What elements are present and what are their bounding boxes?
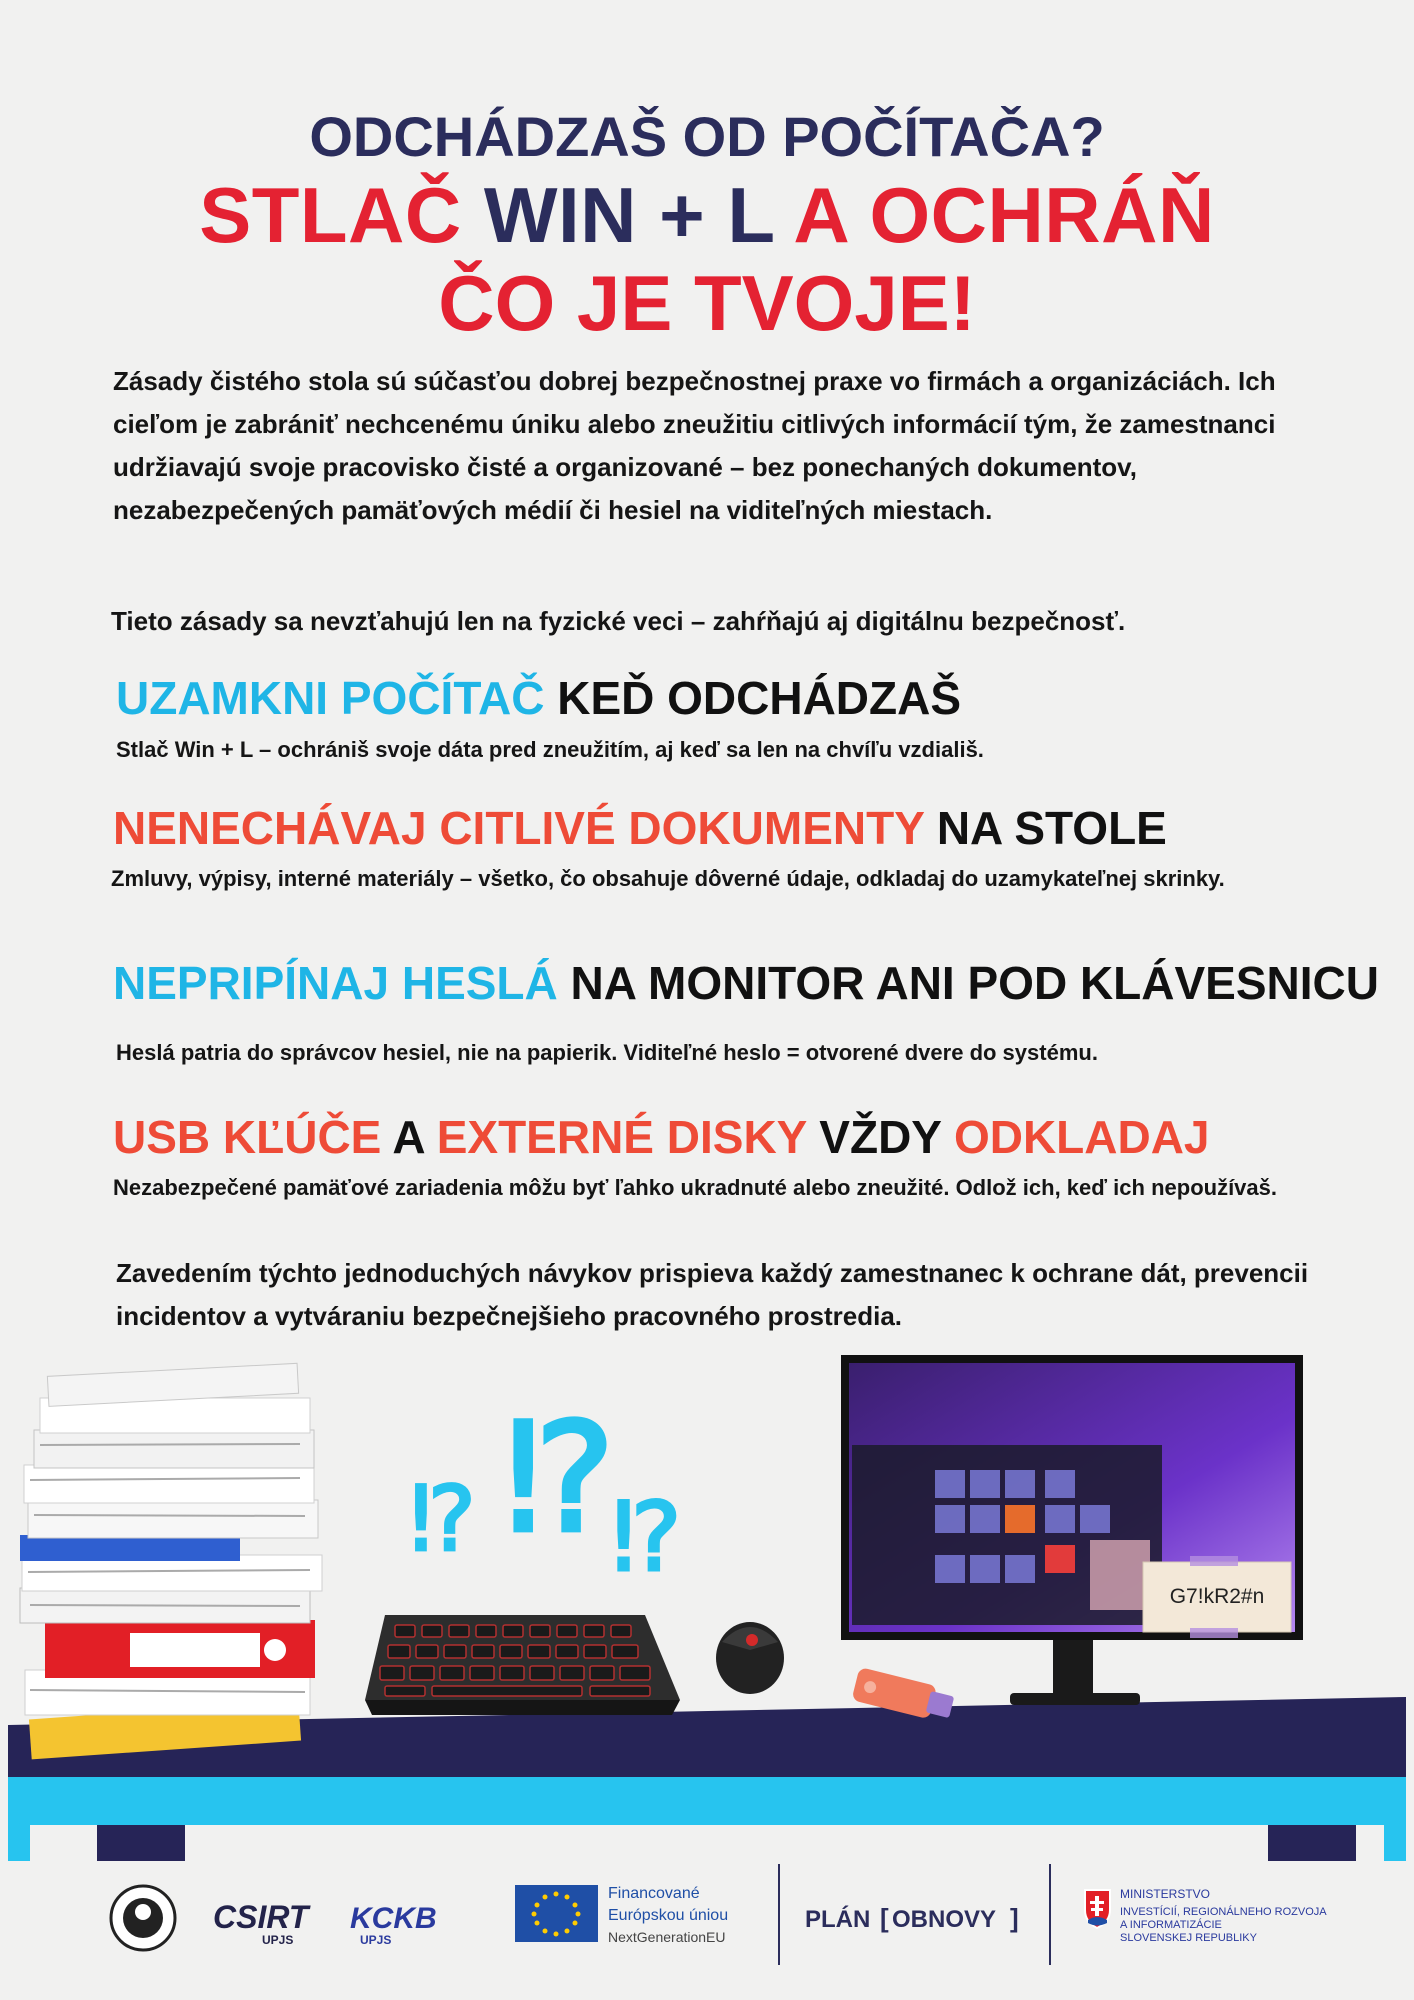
section-heading-rest: A [392, 1111, 424, 1163]
blue-binder [20, 1535, 240, 1561]
monitor-base [1010, 1693, 1140, 1705]
desk-leg-left [97, 1825, 185, 1861]
eu-funding-line1: Financované [608, 1885, 700, 1902]
keyboard-icon [365, 1615, 680, 1715]
desk-leg-left-light [8, 1825, 30, 1861]
section-passwords-heading [113, 955, 1379, 1011]
ministry-line4: SLOVENSKEJ REPUBLIKY [1120, 1932, 1257, 1944]
section-documents-text: Zmluvy, výpisy, interné materiály – všetko, čo obsahuje dôverné údaje, odkladaj do uzamykateľnej skrinky. [111, 866, 1225, 891]
section-usb-heading [113, 1109, 1210, 1165]
desk-leg-right [1268, 1825, 1356, 1861]
section-heading-rest: VŽDY [819, 1111, 942, 1163]
section-heading-highlight: NEPRIPÍNAJ HESLÁ [113, 957, 558, 1009]
eu-flag-icon [515, 1885, 598, 1942]
question-marks [410, 1394, 682, 1591]
section-documents-heading [113, 800, 1167, 856]
section-heading-highlight: UZAMKNI POČÍTAČ [116, 672, 545, 724]
desk-leg-right-light [1384, 1825, 1406, 1861]
section-heading-highlight: USB KĽÚČE [113, 1111, 382, 1163]
section-heading-rest: NA MONITOR ANI POD KLÁVESNICU [570, 957, 1379, 1009]
obnovy-logo-text: OBNOVY [892, 1906, 997, 1933]
university-seal-icon [111, 1886, 175, 1950]
ministry-line2: INVESTÍCIÍ, REGIONÁLNEHO ROZVOJA [1120, 1906, 1327, 1918]
desk-scene [0, 1350, 1414, 1870]
section-passwords-text: Heslá patria do správcov hesiel, nie na papierik. Viditeľné heslo = otvorené dvere do systému. [116, 1040, 1098, 1065]
ministry-line3: A INFORMATIZÁCIE [1120, 1919, 1222, 1931]
csirt-logo-subtext: UPJS [262, 1933, 294, 1947]
desk-edge [8, 1777, 1406, 1825]
svg-text:]: ] [1010, 1903, 1019, 1933]
closing-paragraph: Zavedením týchto jednoduchých návykov prispieva každý zamestnanec k ochrane dát, prevencii incidentov a vytváraniu bezpečnejšieho pracovného prostredia. [116, 1258, 1309, 1331]
footer-logos [0, 1860, 1414, 1970]
headline-part-shortcut: WIN + L [483, 171, 775, 259]
kckb-logo-text: KCKB [350, 1902, 437, 1935]
csirt-logo [213, 1899, 311, 1947]
slovak-coat-of-arms-icon [1085, 1890, 1110, 1928]
document-stack-icon [20, 1363, 322, 1759]
section-heading-highlight: NENECHÁVAJ CITLIVÉ DOKUMENTY [113, 802, 925, 854]
eu-funding-line3: NextGenerationEU [608, 1929, 726, 1945]
section-heading-highlight: ODKLADAJ [953, 1111, 1210, 1163]
kckb-logo [350, 1902, 437, 1947]
intro-paragraph: Zásady čistého stola sú súčasťou dobrej bezpečnostnej praxe vo firmách a organizáciách. Ich cieľom je zabrániť nechcenému úniku alebo zneužitiu citlivých informácií tým, že zamestnanci udržiavajú svoje pracovisko čisté a organizované – bez ponechaných dokumentov, nezabezpečených pamäťových médií či hesiel na viditeľných miestach. [113, 366, 1276, 525]
headline-part-protect: A OCHRÁŇ [793, 171, 1215, 259]
question-mark-icon: ⁉ [612, 1485, 682, 1591]
headline-instruction [0, 170, 1414, 260]
section-heading-rest: NA STOLE [936, 802, 1167, 854]
question-mark-icon: ⁉ [505, 1394, 615, 1562]
section-lock-computer-heading [116, 670, 961, 726]
section-heading-highlight: EXTERNÉ DISKY [436, 1111, 807, 1163]
question-mark-icon: ⁉ [410, 1470, 476, 1570]
intro-note: Tieto zásady sa nevzťahujú len na fyzické veci – zahŕňajú aj digitálnu bezpečnosť. [111, 606, 1126, 636]
mouse-icon [716, 1622, 784, 1694]
headline-question: ODCHÁDZAŠ OD POČÍTAČA? [309, 105, 1105, 168]
section-usb-text: Nezabezpečené pamäťové zariadenia môžu byť ľahko ukradnuté alebo zneužité. Odlož ich, keď ich nepoužívaš. [113, 1175, 1278, 1200]
monitor-icon [841, 1355, 1303, 1705]
monitor-stand [1053, 1640, 1093, 1695]
headline-what-is-yours: ČO JE TVOJE! [438, 259, 976, 347]
headline-part-press: STLAČ [199, 171, 462, 259]
eu-funding-line2: Európskou úniou [608, 1907, 729, 1924]
ministry-line1: MINISTERSTVO [1120, 1887, 1211, 1901]
kckb-logo-subtext: UPJS [360, 1933, 392, 1947]
section-heading-rest: KEĎ ODCHÁDZAŠ [557, 672, 962, 724]
logo-strip [0, 1860, 1414, 1970]
plan-logo-text: PLÁN [805, 1906, 871, 1933]
section-lock-computer-text: Stlač Win + L – ochrániš svoje dáta pred zneužitím, aj keď sa len na chvíľu vzdiališ. [116, 737, 984, 762]
svg-text:[: [ [880, 1903, 889, 1933]
desk-illustration [0, 1350, 1414, 1870]
sticky-note-password: G7!kR2#n [1169, 1585, 1265, 1608]
plan-obnovy-logo [805, 1903, 1019, 1933]
csirt-logo-text: CSIRT [213, 1899, 309, 1935]
